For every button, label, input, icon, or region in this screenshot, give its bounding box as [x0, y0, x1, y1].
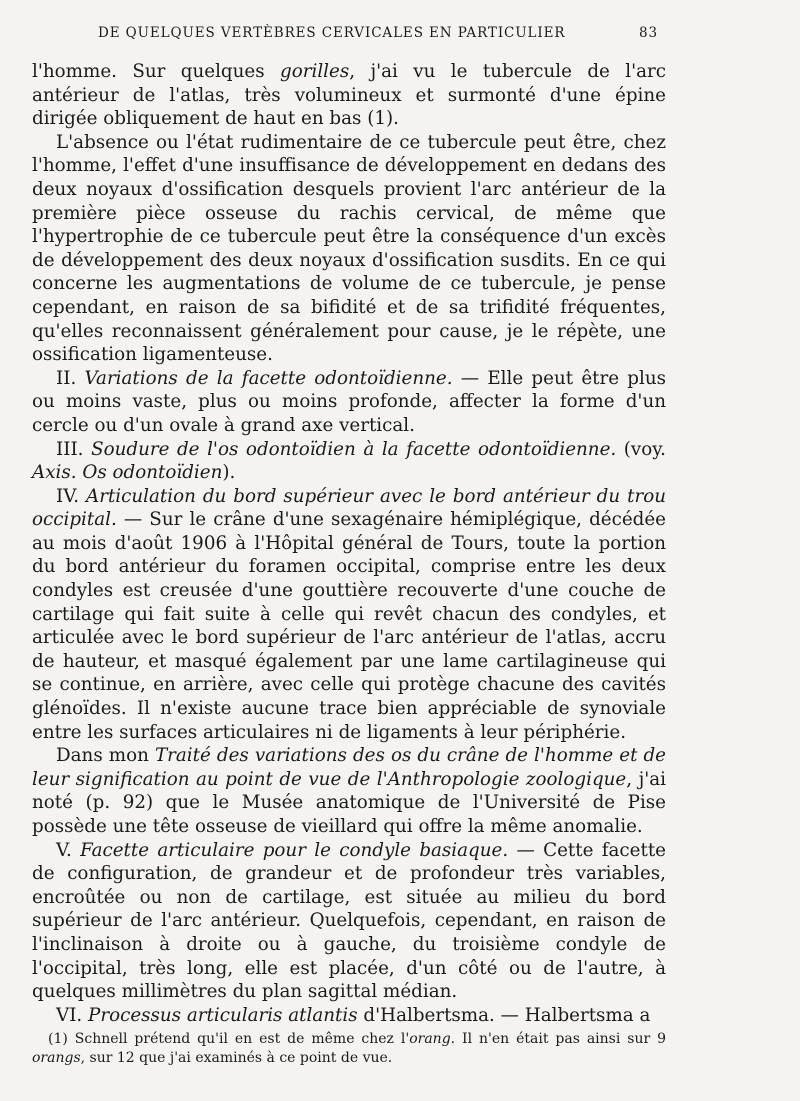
section-title: Facette articulaire pour le condyle basiaque. — [80, 839, 509, 861]
cross-reference: Axis. Os odontoïdien — [32, 462, 223, 484]
text-run: — Sur le crâne d'une sexagénaire hémiplégique, décédée au mois d'août 1906 à l'Hôpital général de Tours, toute la portion du bord antérieur du foramen occipital, comprise entre les deux condyles est creusée d'une gouttière recouverte d'une couche de cartilage qui fait suite à celle qui revêt chacun des condyles, et articulée avec le bord supérieur de l'arc antérieur de l'atlas, accru de hauteur, et masqué également par une lame cartilagineuse qui se continue, en arrière, avec celle qui protège chacune des cavités glénoïdes. Il n'existe aucune trace bien appréciable de synoviale entre les surfaces articulaires ni de ligaments à leur périphérie. — [32, 509, 666, 743]
section-number: VI. — [56, 1004, 89, 1026]
text-run: , sur 12 que j'ai examinés à ce point de vue. — [80, 1050, 393, 1066]
footnotes — [32, 1030, 666, 1068]
paragraph-vi — [32, 1004, 666, 1028]
italic-run: gorilles — [280, 61, 350, 82]
section-number: II. — [56, 367, 85, 389]
paragraph-iii — [32, 438, 666, 485]
running-title: DE QUELQUES VERTÈBRES CERVICALES EN PARTICULIER — [98, 25, 566, 41]
section-title: Soudure de l'os odontoïdien à la facette odontoïdienne. — [91, 438, 617, 460]
footnote-1 — [32, 1030, 666, 1068]
section-title: Processus articularis atlantis — [88, 1004, 358, 1026]
text-run: l'homme. Sur quelques — [32, 61, 281, 82]
section-title: Articulation du bord supérieur avec le bord antérieur du trou occipital. — [32, 485, 666, 531]
page-number: 83 — [639, 25, 658, 41]
italic-run: orang — [409, 1031, 451, 1047]
text-run: (voy. — [616, 438, 666, 460]
text-run: ). — [222, 462, 236, 484]
section-number: III. — [56, 438, 92, 460]
text-run: — Cette facette de configuration, de grandeur et de profondeur très variables, encroûtée ou non de cartilage, est située au milieu du bord supérieur de l'arc antérieur. Quelquefois, cependant, en raison de l'inclinaison à droite ou à gauche, du troisième condyle de l'occipital, très long, elle est placée, d'un côté ou de l'autre, à quelques millimètres du plan sagittal médian. — [32, 839, 666, 1003]
paragraph-traite — [32, 744, 666, 838]
text-run: , j'ai noté (p. 92) que le Musée anatomique de l'Université de Pise possède une tête osseuse de vieillard qui offre la même anomalie. — [32, 768, 667, 837]
paragraph-1 — [32, 60, 666, 131]
italic-run: orangs — [32, 1050, 81, 1066]
text-run: — Elle peut être plus ou moins vaste, plus ou moins profonde, affecter la forme d'un cercle ou d'un ovale à grand axe vertical. — [32, 367, 666, 436]
paragraph-v — [32, 839, 666, 1004]
paragraph-2: L'absence ou l'état rudimentaire de ce tubercule peut être, chez l'homme, l'effet d'une insuffisance de développement en dedans des deux noyaux d'ossification desquels provient l'arc antérieur de la première pièce osseuse du rachis cervical, de même que l'hypertrophie de ce tubercule peut être la conséquence d'un excès de développement des deux noyaux d'ossification susdits. En ce qui concerne les augmentations de volume de ce tubercule, je pense cependant, en raison de sa bifidité et de sa trifidité fréquentes, qu'elles reconnaissent généralement pour cause, je le répète, une ossification ligamenteuse. — [32, 131, 666, 366]
section-number: V. — [56, 839, 81, 861]
text-run: , j'ai vu le tubercule de l'arc antérieur de l'atlas, très volumineux et surmonté d'une épine dirigée obliquement de haut en bas (1). — [32, 61, 666, 130]
paragraph-iv — [32, 485, 666, 745]
paragraph-ii — [32, 367, 666, 438]
text-run: Dans mon — [56, 745, 155, 767]
main-text — [32, 60, 666, 1027]
text-run: (1) Schnell prétend qu'il en est de même chez l' — [48, 1031, 410, 1047]
text-run: . Il n'en était pas ainsi sur 9 — [450, 1031, 667, 1047]
text-run: d'Halbertsma. — Halbertsma a — [357, 1004, 651, 1026]
section-number: IV. — [56, 485, 87, 507]
section-title: Variations de la facette odontoïdienne. — [84, 367, 453, 389]
running-header — [98, 22, 658, 44]
book-title: Traité des variations des os du crâne de l'homme et de leur signification au point de vue de l'Anthropologie zoologique — [32, 745, 667, 790]
